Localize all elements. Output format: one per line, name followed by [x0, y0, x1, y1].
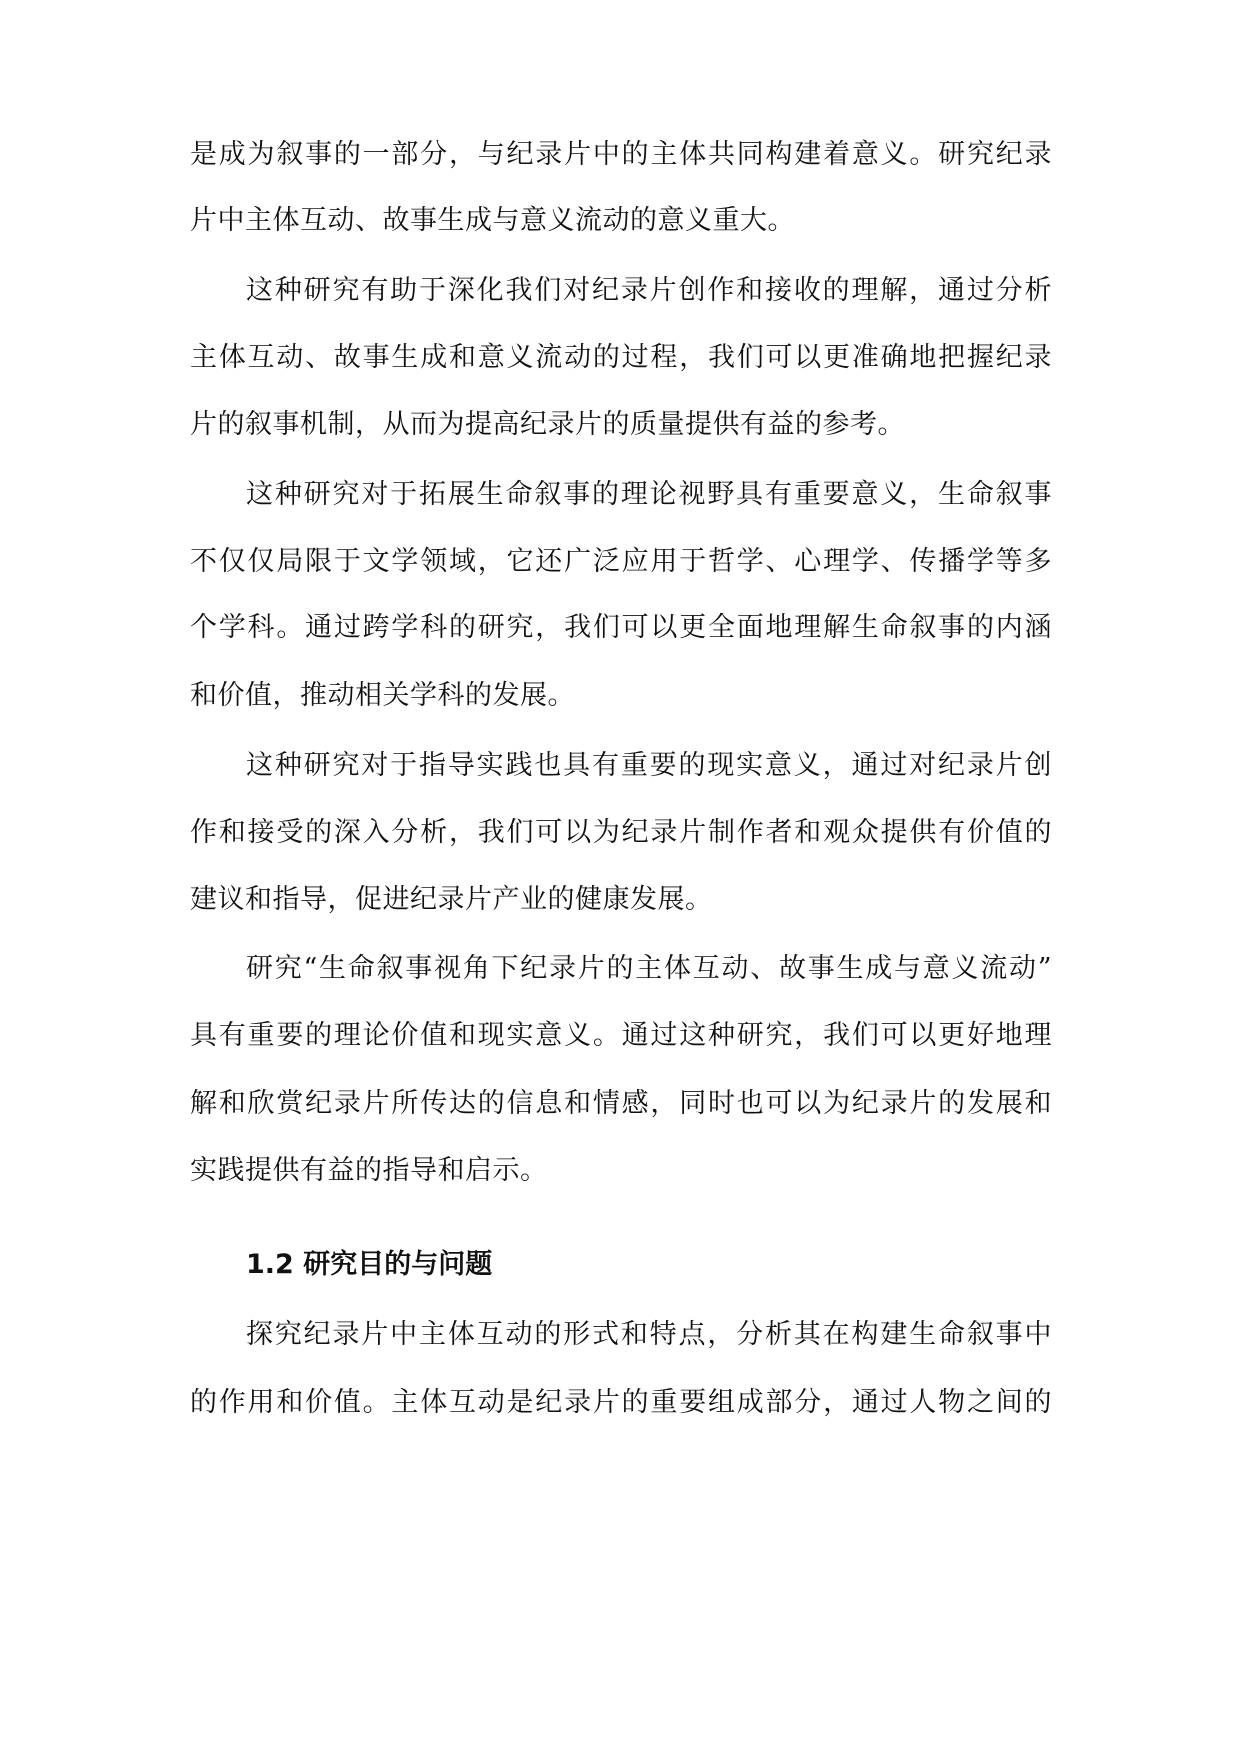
paragraph-1-line-1: 是成为叙事的一部分，与纪录片中的主体共同构建着意义。研究纪录	[190, 139, 1052, 170]
paragraph-4-line-2: 作和接受的深入分析，我们可以为纪录片制作者和观众提供有价值的	[190, 817, 1052, 848]
section-heading: 1.2 研究目的与问题	[246, 1249, 493, 1280]
paragraph-2-line-2: 主体互动、故事生成和意义流动的过程，我们可以更准确地把握纪录	[190, 342, 1052, 373]
paragraph-2-line-1: 这种研究有助于深化我们对纪录片创作和接收的理解，通过分析	[246, 275, 1052, 306]
section-paragraph-line-1: 探究纪录片中主体互动的形式和特点，分析其在构建生命叙事中	[246, 1319, 1052, 1350]
paragraph-5-line-1: 研究“生命叙事视角下纪录片的主体互动、故事生成与意义流动”	[246, 953, 1052, 984]
paragraph-1-line-2: 片中主体互动、故事生成与意义流动的意义重大。	[190, 205, 795, 236]
paragraph-3-line-4: 和价值，推动相关学科的发展。	[190, 680, 575, 711]
paragraph-3-line-2: 不仅仅局限于文学领域，它还广泛应用于哲学、心理学、传播学等多	[190, 546, 1052, 577]
paragraph-4-line-3: 建议和指导，促进纪录片产业的健康发展。	[190, 884, 713, 915]
section-paragraph-line-2: 的作用和价值。主体互动是纪录片的重要组成部分，通过人物之间的	[190, 1387, 1052, 1418]
paragraph-2-line-3: 片的叙事机制，从而为提高纪录片的质量提供有益的参考。	[190, 409, 905, 440]
paragraph-3-line-1: 这种研究对于拓展生命叙事的理论视野具有重要意义，生命叙事	[246, 479, 1052, 510]
paragraph-4-line-1: 这种研究对于指导实践也具有重要的现实意义，通过对纪录片创	[246, 750, 1052, 781]
paragraph-5-line-3: 解和欣赏纪录片所传达的信息和情感，同时也可以为纪录片的发展和	[190, 1088, 1052, 1119]
paragraph-5-line-4: 实践提供有益的指导和启示。	[190, 1155, 548, 1186]
paragraph-3-line-3: 个学科。通过跨学科的研究，我们可以更全面地理解生命叙事的内涵	[190, 612, 1052, 643]
paragraph-5-line-2: 具有重要的理论价值和现实意义。通过这种研究，我们可以更好地理	[190, 1020, 1052, 1051]
